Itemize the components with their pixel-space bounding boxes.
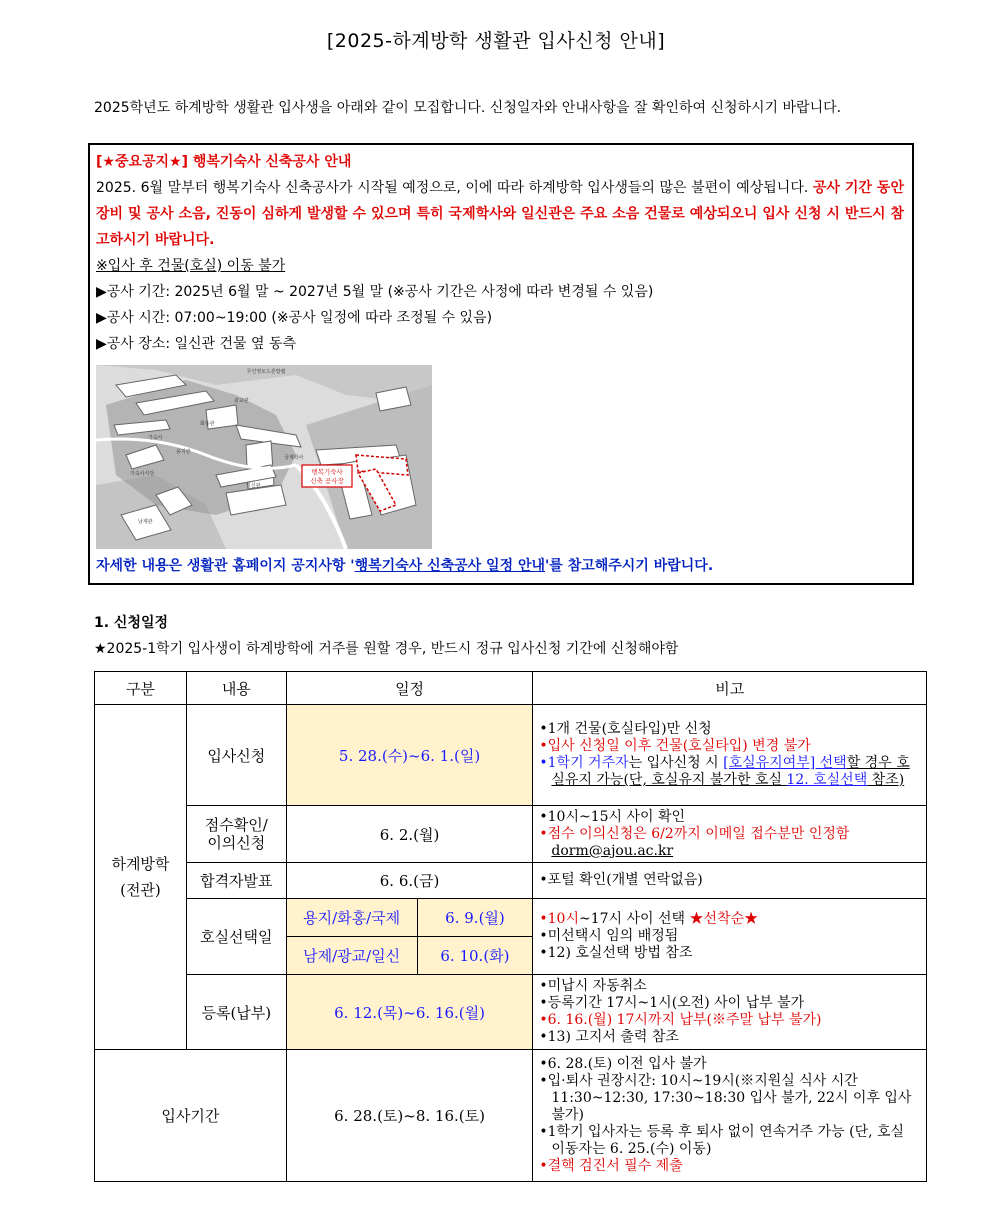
row-room-label: 호실선택일 — [186, 899, 286, 975]
row-pay-date: 6. 12.(목)~6. 16.(월) — [286, 975, 533, 1050]
score-label-line2: 이의신청 — [207, 834, 266, 852]
pay-note-4: •13) 고지서 출력 참조 — [539, 1029, 679, 1045]
row-score-label — [186, 806, 286, 863]
map-label-a: 광교관 — [234, 398, 249, 404]
row-stay-notes — [533, 1050, 927, 1182]
table-row — [95, 975, 927, 1050]
row-score-notes — [533, 806, 927, 863]
stay-note-1: •6. 28.(토) 이전 입사 불가 — [539, 1056, 707, 1072]
score-label-line1: 점수확인/ — [204, 816, 268, 834]
notice-body-plain: 2025. 6월 말부터 행복기숙사 신축공사가 시작될 예정으로, 이에 따라 하계방학 입사생들의 많은 불편이 예상됩니다. — [96, 180, 813, 196]
row-pay-notes — [533, 975, 927, 1050]
row-result-label: 합격자발표 — [186, 863, 286, 899]
email-link[interactable]: dorm@ajou.ac.kr — [551, 842, 674, 859]
map-label-site1: 행복기숙사 — [311, 468, 343, 476]
room-note-3: •12) 호실선택 방법 참조 — [539, 945, 693, 961]
map-label-g: 일신관 — [246, 483, 261, 489]
row-stay-date: 6. 28.(토)~8. 16.(토) — [286, 1050, 533, 1182]
map-label-top: 무인영토드론밥쌤 — [246, 369, 286, 375]
notice-location: ▶공사 장소: 일신관 건물 옆 동측 — [96, 336, 297, 352]
table-row — [95, 1050, 927, 1182]
notice-reference — [96, 555, 713, 575]
construction-map — [96, 365, 432, 549]
row-score-date: 6. 2.(월) — [286, 806, 533, 863]
section-note: ★2025-1학기 입사생이 하계방학에 거주를 원할 경우, 반드시 정규 입사신청 기간에 신청해야함 — [94, 641, 679, 657]
room-note-1: •10시~17시 사이 선택 ★선착순★ — [539, 911, 759, 927]
schedule-table — [94, 671, 927, 1182]
map-label-f: 국제학사 — [284, 455, 304, 461]
page-title: [2025-하계방학 생활관 입사신청 안내] — [326, 30, 666, 52]
room-note-2: •미선택시 임의 배정됨 — [539, 928, 679, 944]
score-note-2: •점수 이의신청은 6/2까지 이메일 접수분만 인정함 dorm@ajou.ac.kr — [539, 825, 850, 859]
pay-note-1: •미납시 자동취소 — [539, 978, 647, 994]
group-line2: (전관) — [120, 881, 161, 899]
notice-box — [88, 143, 914, 585]
room-date2: 6. 10.(화) — [417, 937, 533, 975]
map-label-site2: 신축 공사장 — [310, 477, 344, 485]
map-label-d: 용지관 — [176, 449, 191, 455]
header-content: 내용 — [186, 672, 286, 705]
notice-period: ▶공사 기간: 2025년 6월 말 ~ 2027년 5월 말 (※공사 기간은 사정에 따라 변경될 수 있음) — [96, 284, 654, 300]
map-label-c: 기숙사 — [148, 435, 163, 441]
notice-no-move: ※입사 후 건물(호실) 이동 불가 — [96, 258, 286, 274]
table-header-row — [95, 672, 927, 705]
notice-body-warning: 공사 기간 동안 장비 및 공사 소음, 진동이 심하게 발생할 수 있으며 특히 국제학사와 일신관은 주요 소음 건물로 예상되오니 입사 신청 시 반드시 참고하시기 바랍니다. — [96, 180, 904, 248]
row-room-notes — [533, 899, 927, 975]
campus-map-image — [96, 365, 432, 549]
map-label-h: 남제관 — [138, 519, 153, 525]
notice-hours: ▶공사 시간: 07:00~19:00 (※공사 일정에 따라 조정될 수 있음) — [96, 310, 493, 326]
table-row — [95, 705, 927, 806]
table-row — [95, 899, 927, 937]
row-result-notes — [533, 863, 927, 899]
row-pay-label: 등록(납부) — [186, 975, 286, 1050]
notice-reference-pre: 자세한 내용은 생활관 홈페이지 공지사항 ' — [96, 558, 355, 574]
pay-note-3: •6. 16.(월) 17시까지 납부(※주말 납부 불가) — [539, 1012, 822, 1028]
stay-note-3: •1학기 입사자는 등록 후 퇴사 없이 연속거주 가능 (단, 호실 이동자는 6. 25.(수) 이동) — [539, 1124, 905, 1157]
header-remarks: 비고 — [533, 672, 927, 705]
row-apply-label: 입사신청 — [186, 705, 286, 806]
room-sub2: 남제/광교/일신 — [286, 937, 417, 975]
notice-heading: [★중요공지★] 행복기숙사 신축공사 안내 — [96, 154, 352, 170]
apply-note-3: •1학기 거주자는 입사신청 시 [호실유지여부] 선택할 경우 호실유지 가능(단, 호실유지 불가한 호실 12. 호실선택 참조) — [539, 755, 910, 788]
header-schedule: 일정 — [286, 672, 533, 705]
table-row — [95, 806, 927, 863]
apply-note-1: •1개 건물(호실타입)만 신청 — [539, 721, 712, 737]
section-title: 1. 신청일정 — [94, 615, 169, 631]
notice-body — [96, 175, 904, 253]
group-cell — [95, 705, 187, 1050]
apply-note-2: •입사 신청일 이후 건물(호실타입) 변경 불가 — [539, 738, 811, 754]
room-sub1: 용지/화홍/국제 — [286, 899, 417, 937]
row-apply-notes — [533, 705, 927, 806]
room-date1: 6. 9.(월) — [417, 899, 533, 937]
score-note-1: •10시~15시 사이 확인 — [539, 808, 686, 825]
row-apply-date: 5. 28.(수)~6. 1.(일) — [286, 705, 533, 806]
notice-reference-link[interactable]: 행복기숙사 신축공사 일정 안내 — [354, 558, 546, 574]
pay-note-2: •등록기간 17시~1시(오전) 사이 납부 불가 — [539, 995, 805, 1011]
stay-note-2: •입·퇴사 권장시간: 10시~19시(※지원실 식사 시간 11:30~12:30, 17:30~18:30 입사 불가, 22시 이후 입사 불가) — [539, 1073, 912, 1123]
group-line1: 하계방학 — [111, 855, 170, 873]
row-stay-label: 입사기간 — [95, 1050, 287, 1182]
map-label-e: 기숙사식당 — [130, 471, 155, 477]
table-row — [95, 863, 927, 899]
stay-note-4: •결핵 검진서 필수 제출 — [539, 1158, 683, 1174]
row-result-date: 6. 6.(금) — [286, 863, 533, 899]
map-label-b: 화홍관 — [200, 421, 215, 427]
intro-text: 2025학년도 하계방학 생활관 입사생을 아래와 같이 모집합니다. 신청일자와 안내사항을 잘 확인하여 신청하시기 바랍니다. — [94, 100, 842, 116]
result-note-1: •포털 확인(개별 연락없음) — [539, 872, 703, 888]
header-category: 구분 — [95, 672, 187, 705]
notice-reference-post: '를 참고해주시기 바랍니다. — [545, 558, 714, 574]
